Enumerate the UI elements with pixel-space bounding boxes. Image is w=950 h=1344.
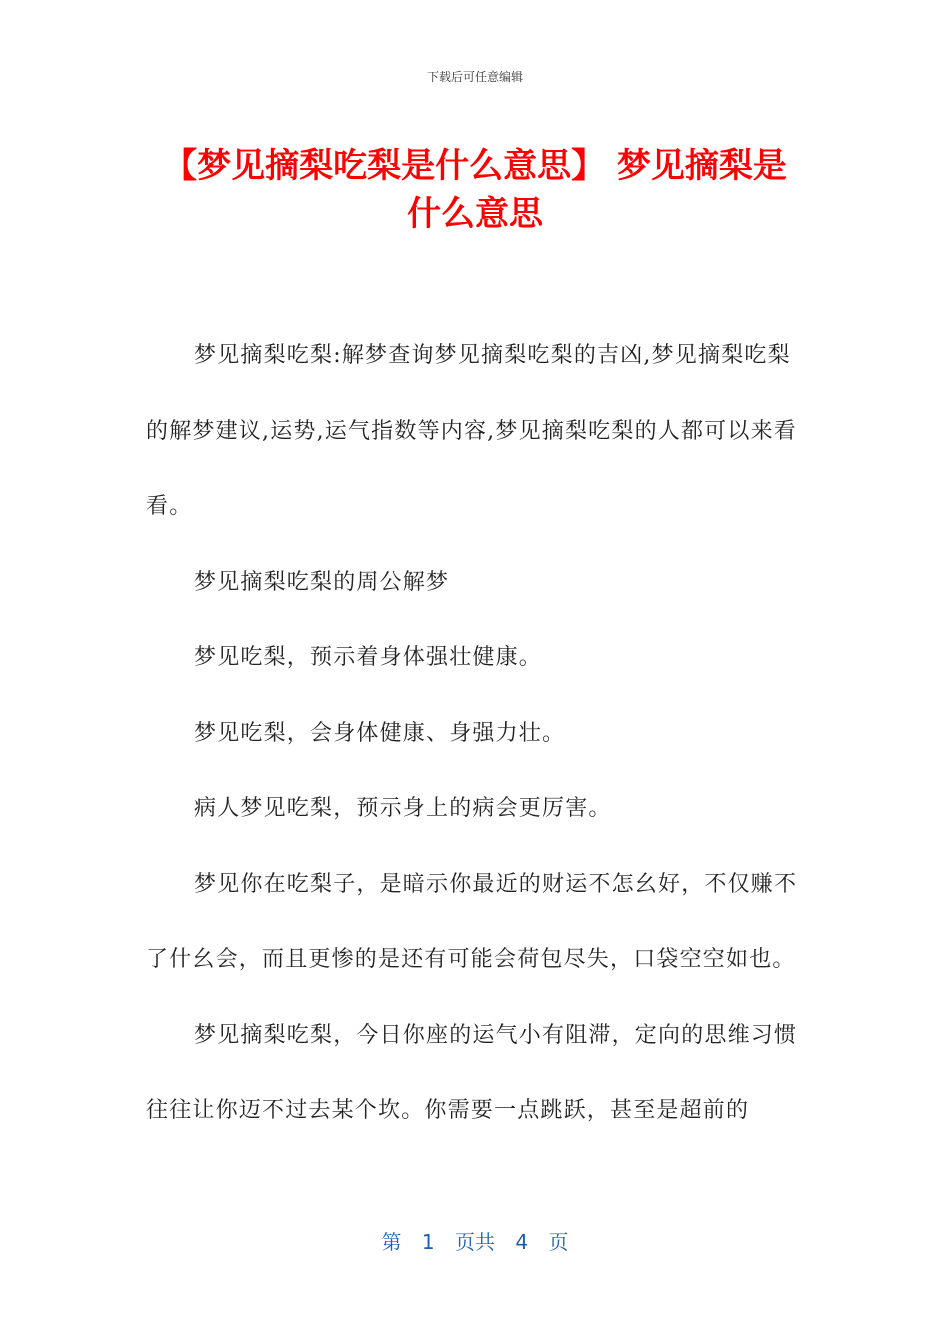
document-body bbox=[146, 318, 806, 1149]
paragraph: 病人梦见吃梨，预示身上的病会更厉害。 bbox=[194, 796, 612, 821]
paragraph: 梦见吃梨，预示着身体强壮健康。 bbox=[194, 645, 543, 670]
footer-current-page: 1 bbox=[421, 1230, 435, 1254]
document-title: 【梦见摘梨吃梨是什么意思】 梦见摘梨是什么意思 bbox=[163, 146, 787, 234]
footer-label-end: 页 bbox=[548, 1230, 569, 1254]
paragraph-heading: 梦见摘梨吃梨的周公解梦 bbox=[194, 569, 450, 595]
paragraph: 梦见吃梨，会身体健康、身强力壮。 bbox=[194, 720, 566, 746]
footer-total-pages: 4 bbox=[515, 1230, 529, 1254]
paragraph: 梦见你在吃梨子，是暗示你最近的财运不怎幺好，不仅赚不了什幺会，而且更惨的是还有可能会荷包尽失，口袋空空如也。 bbox=[146, 871, 798, 972]
page-header-note: 下载后可任意编辑 bbox=[426, 70, 523, 84]
footer-label-page: 第 bbox=[381, 1230, 402, 1254]
paragraph: 梦见摘梨吃梨，今日你座的运气小有阻滞，定向的思维习惯往往让你迈不过去某个坎。你需要一点跳跃，甚至是超前的 bbox=[146, 1022, 798, 1123]
page-footer bbox=[0, 1226, 950, 1255]
paragraph-intro: 梦见摘梨吃梨:解梦查询梦见摘梨吃梨的吉凶,梦见摘梨吃梨的解梦建议,运势,运气指数等内容,梦见摘梨吃梨的人都可以来看看。 bbox=[146, 343, 797, 519]
footer-label-of: 页共 bbox=[455, 1230, 495, 1254]
